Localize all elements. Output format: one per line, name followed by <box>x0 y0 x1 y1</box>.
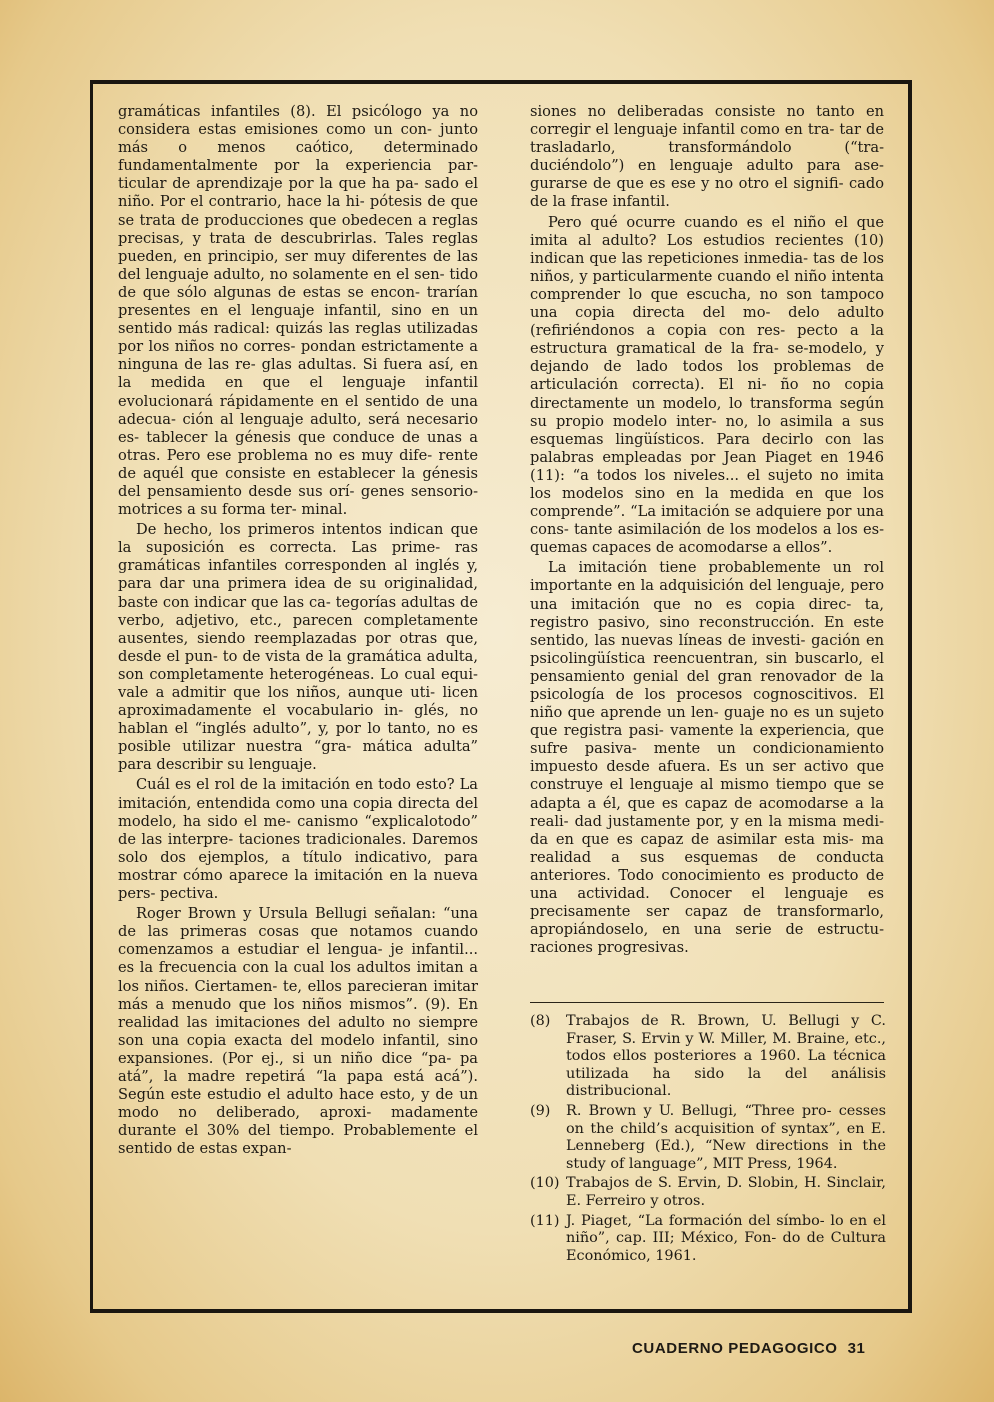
left-column <box>118 103 478 1158</box>
page-footer <box>632 1340 865 1357</box>
footnote <box>530 1103 886 1173</box>
footnote-number: (9) <box>530 1102 551 1119</box>
footnote <box>530 1175 886 1210</box>
paragraph: Cuál es el rol de la imitación en todo esto? La imitación, entendida como una copia directa del modelo, ha sido el me- canismo “explicalotodo” de las interpre- taciones tradicionales. Daremos solo dos ejemplos, a título indicativo, para mostrar cómo aparece la imitación en la nueva pers- pectiva. <box>118 776 478 903</box>
footnote <box>530 1213 886 1266</box>
footnote-text: J. Piaget, “La formación del símbo- lo en el niño”, cap. III; México, Fon- do de Cultura Económico, 1961. <box>566 1212 886 1264</box>
paragraph: La imitación tiene probablemente un rol importante en la adquisición del lenguaje, pero una imitación que no es copia direc- ta, registro pasivo, sino reconstrucción. En este sentido, las nuevas líneas de investi- gación en psicolingüística reencuentran, sin buscarlo, el pensamiento genial del gran renovador de la psicología de los procesos cognoscitivos. El niño que aprende un len- guaje no es un sujeto que registra pasi- vamente la experiencia, que sufre pasiva- mente un condicionamiento impuesto desde afuera. Es un ser activo que construye el lenguaje al mismo tiempo que se adapta a él, que es capaz de acomodarse a la reali- dad justamente por, y en la misma medi- da en que es capaz de asimilar esta mis- ma realidad a sus esquemas de conducta anteriores. Todo conocimiento es producto de una actividad. Conocer el lenguaje es precisamente ser capaz de transformarlo, apropiándoselo, en una serie de estructu- raciones progresivas. <box>530 559 884 957</box>
footnote-number: (8) <box>530 1013 551 1029</box>
footnotes <box>530 1013 886 1267</box>
paragraph: De hecho, los primeros intentos indican que la suposición es correcta. Las prime- ras gramáticas infantiles corresponden al inglés y, para dar una primera idea de su originalidad, baste con indicar que las ca- tegorías adultas de verbo, adjetivo, etc., parecen completamente ausentes, siendo reemplazadas por otras que, desde el pun- to de vista de la gramática adulta, son completamente heterogéneas. Lo cual equi- vale a admitir que los niños, aunque uti- licen aproximadamente el vocabulario in- glés, no hablan el “inglés adulto”, y, por lo tanto, no es posible utilizar nuestra “gra- mática adulta” para describir su lenguaje. <box>118 521 478 774</box>
paragraph: Pero qué ocurre cuando es el niño el que imita al adulto? Los estudios recientes (10) indican que las repeticiones inmedia- tas de los niños, y particularmente cuando el niño intenta comprender lo que escucha, no son tampoco una copia directa del mo- delo adulto (refiriéndonos a copia con res- pecto a la estructura gramatical de la fra- se-modelo, y dejando de lado todos los problemas de articulación correcta). El ni- ño no copia directamente un modelo, lo transforma según su propio modelo inter- no, lo asimila a sus esquemas lingüísticos. Para decirlo con las palabras empleadas por Jean Piaget en 1946 (11): “a todos los niveles... el sujeto no imita los modelos sino en la medida en que los comprende”. “La imitación se adquiere por una cons- tante asimilación de los modelos a los es- quemas capaces de acomodarse a ellos”. <box>530 213 884 557</box>
footnote-number: (11) <box>530 1212 560 1229</box>
footnote <box>530 1013 886 1101</box>
footnote-text: Trabajos de S. Ervin, D. Slobin, H. Sinclair, E. Ferreiro y otros. <box>566 1175 886 1209</box>
paragraph: gramáticas infantiles (8). El psicólogo ya no considera estas emisiones como un con- junto más o menos caótico, determinado fundamentalmente por la experiencia par- ticular de aprendizaje por la que ha pa- sado el niño. Por el contrario, hace la hi- pótesis de que se trata de producciones que obedecen a reglas precisas, y trata de descubrirlas. Tales reglas pueden, en principio, ser muy diferentes de las del lenguaje adulto, no solamente en el sen- tido de que sólo algunas de estas se encon- trarían presentes en el lenguaje infantil, sino en un sentido más radical: quizás las reglas utilizadas por los niños no corres- pondan estrictamente a ninguna de las re- glas adultas. Si fuera así, en la medida en que el lenguaje infantil evolucionará rápidamente en el sentido de una adecua- ción al lenguaje adulto, será necesario es- tablecer la génesis que conduce de unas a otras. Pero ese problema no es muy dife- rente de aquél que consiste en establecer la génesis del pensamiento desde sus orí- genes sensorio-motrices a su forma ter- minal. <box>118 103 478 519</box>
publication-title: CUADERNO PEDAGOGICO <box>632 1340 838 1357</box>
page-number: 31 <box>847 1340 866 1357</box>
right-column <box>530 103 884 957</box>
paragraph: siones no deliberadas consiste no tanto en corregir el lenguaje infantil como en tra- tar de trasladarlo, transformándolo (“tra- duciéndolo”) en lenguaje adulto para ase- gurarse de que es ese y no otro el signifi- cado de la frase infantil. <box>530 103 884 211</box>
footnote-text: Trabajos de R. Brown, U. Bellugi y C. Fraser, S. Ervin y W. Miller, M. Braine, etc., todos ellos posteriores a 1960. La técnica utilizada ha sido la del análisis distribucional. <box>566 1013 886 1100</box>
footnote-text: R. Brown y U. Bellugi, “Three pro- cesses on the child’s acquisition of syntax”, en E. Lenneberg (Ed.), “New directions in the study of language”, MIT Press, 1964. <box>566 1102 886 1172</box>
footnote-divider <box>530 1002 884 1003</box>
paragraph: Roger Brown y Ursula Bellugi señalan: “una de las primeras cosas que notamos cuando comenzamos a estudiar el lengua- je infantil... es la frecuencia con la cual los adultos imitan a los niños. Ciertamen- te, ellos parecieran imitar más a menudo que los niños mismos”. (9). En realidad las imitaciones del adulto no siempre son una copia exacta del modelo infantil, sino expansiones. (Por ej., si un niño dice “pa- pa atá”, la madre repetirá “la papa está acá”). Según este estudio el adulto hace esto, y de un modo no deliberado, aproxi- madamente durante el 30% del tiempo. Probablemente el sentido de estas expan- <box>118 905 478 1158</box>
footnote-number: (10) <box>530 1175 560 1192</box>
